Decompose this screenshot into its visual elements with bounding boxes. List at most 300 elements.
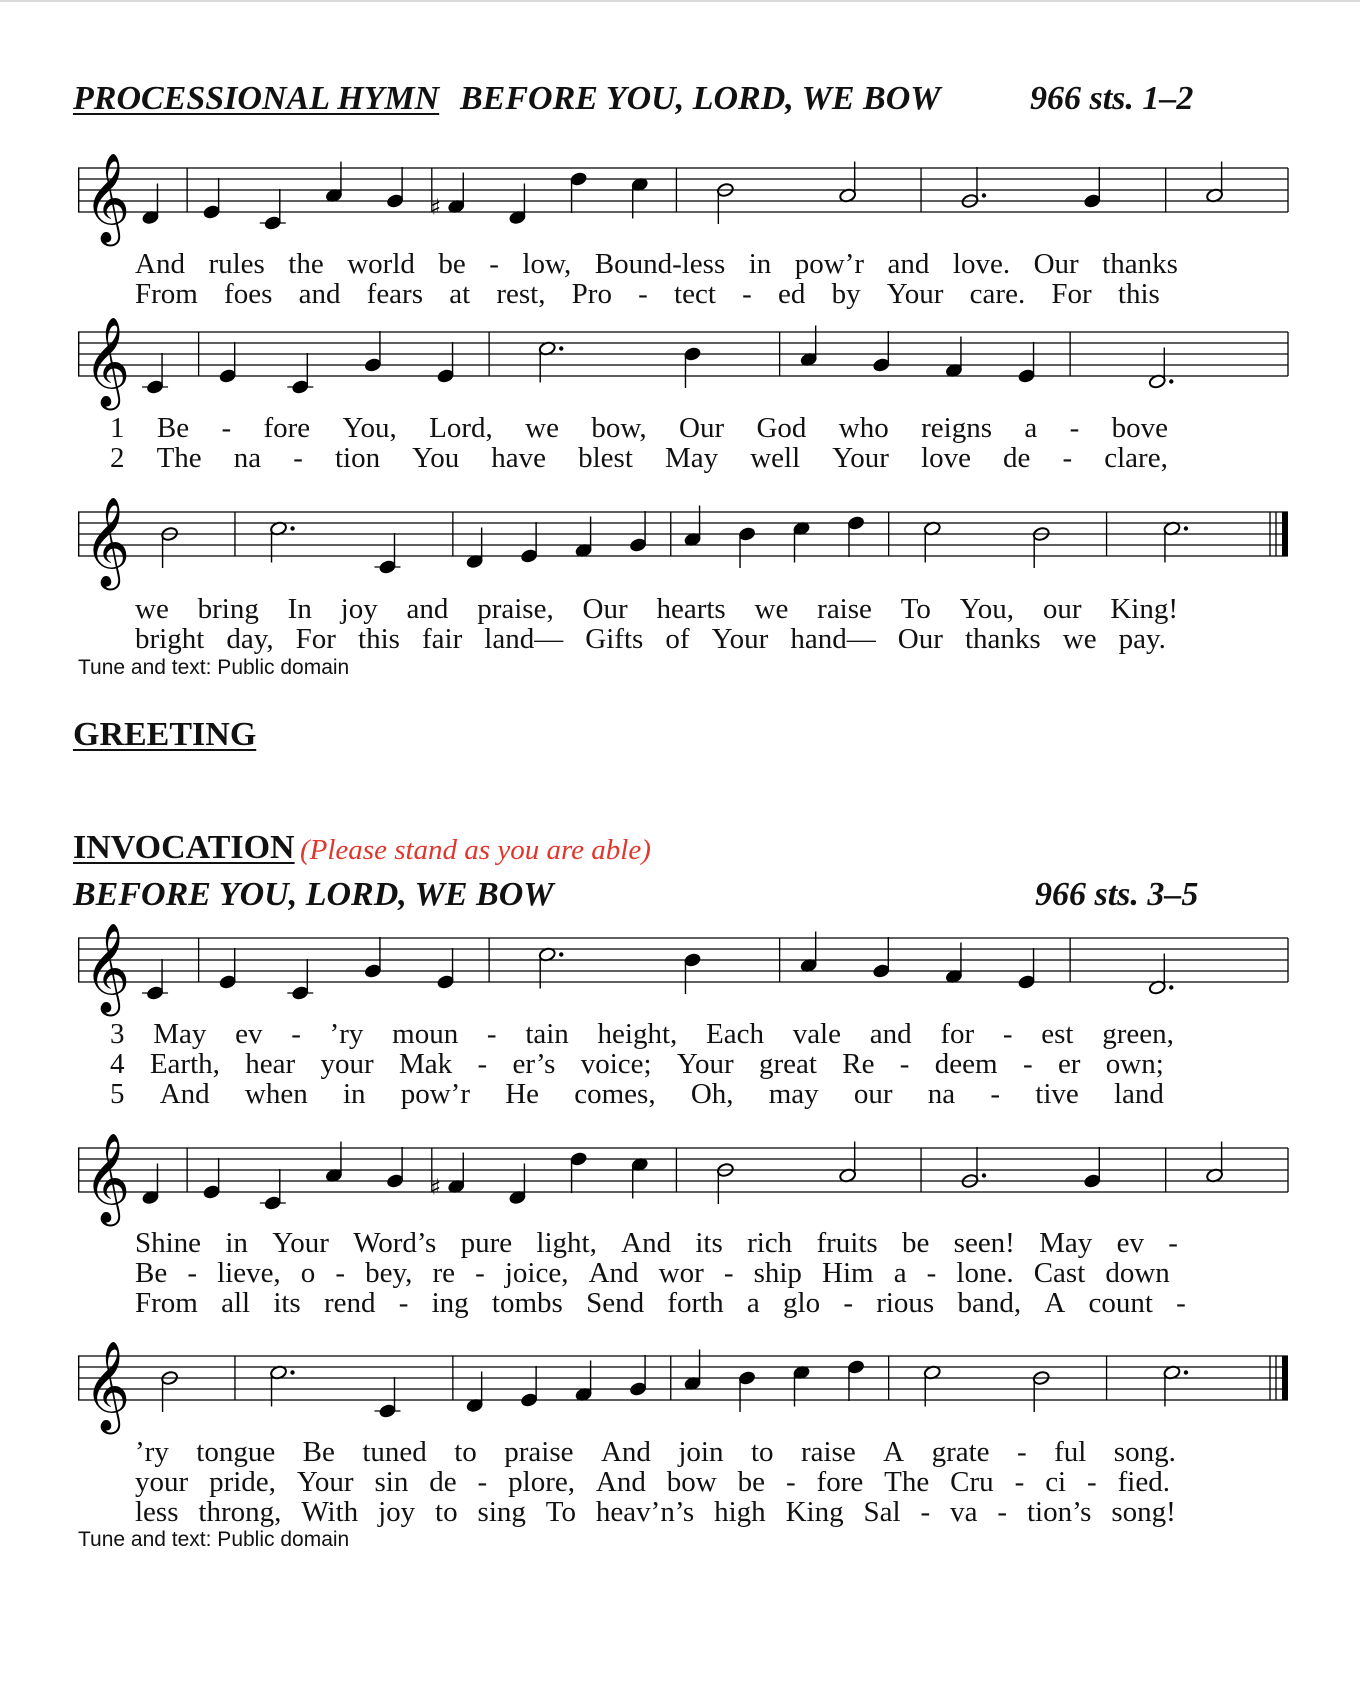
lyric-syllable: comes, <box>574 1078 656 1110</box>
lyric-syllable: moun <box>392 1018 459 1050</box>
lyric-syllable: - <box>1176 1287 1186 1319</box>
note-head <box>378 559 396 574</box>
lyric-syllable: bove <box>1111 412 1168 444</box>
note-head <box>386 1173 404 1188</box>
lyric-syllable: and <box>406 593 449 625</box>
lyric-syllable: tain <box>525 1018 569 1050</box>
augmentation-dot <box>1184 1370 1188 1374</box>
treble-clef-icon: 𝄞 <box>84 497 131 587</box>
note-head <box>203 1184 221 1199</box>
lyric-syllable: Our <box>679 412 725 444</box>
music-staff <box>78 140 1288 252</box>
lyric-syllable: when <box>244 1078 308 1110</box>
lyric-syllable: re <box>432 1257 456 1289</box>
lyric-syllable: grate <box>931 1436 990 1468</box>
lyric-syllable: - <box>926 1257 937 1289</box>
lyric-syllable: Our <box>897 623 943 655</box>
lyric-syllable: land— <box>484 623 564 655</box>
lyric-line <box>135 1227 1178 1260</box>
lyric-syllable: praise <box>504 1436 574 1468</box>
lyric-syllable: A <box>1044 1287 1066 1319</box>
lyric-syllable: joy <box>378 1496 416 1528</box>
lyric-syllable: To <box>900 593 931 625</box>
lyric-syllable: great <box>758 1048 817 1080</box>
note-head <box>683 952 701 967</box>
sharp-icon: ♯ <box>430 195 441 221</box>
lyric-syllable: have <box>491 442 547 474</box>
hymn-title: BEFORE YOU, LORD, WE BOW <box>73 876 554 913</box>
note-head <box>570 171 588 186</box>
lyric-syllable: bow <box>666 1466 717 1498</box>
lyric-syllable: glo <box>783 1287 821 1319</box>
lyric-syllable: And <box>621 1227 672 1259</box>
note-head <box>872 357 890 372</box>
lyric-syllable: Shine <box>135 1227 202 1259</box>
lyric-line <box>135 1287 1186 1320</box>
lyric-syllable: 3 <box>110 1018 125 1050</box>
lyric-syllable: our <box>1042 593 1082 625</box>
note-head <box>629 1381 647 1396</box>
lyric-syllable: - <box>475 1257 485 1289</box>
lyric-syllable: And <box>595 1466 646 1498</box>
lyric-syllable: tongue <box>196 1436 276 1468</box>
note-head <box>386 193 404 208</box>
note-head <box>847 1359 865 1374</box>
note-head <box>520 1392 538 1407</box>
lyric-syllable: na <box>233 442 262 474</box>
lyric-syllable: Re <box>842 1048 875 1080</box>
lyric-syllable: at <box>449 278 471 310</box>
credit-text: Tune and text: Public domain <box>78 656 350 679</box>
lyric-syllable: bright <box>135 623 205 655</box>
top-rule <box>0 0 1360 2</box>
lyric-syllable: - <box>291 1018 301 1050</box>
lyric-syllable: 4 <box>110 1048 125 1080</box>
lyric-syllable: Be <box>135 1257 168 1289</box>
lyric-syllable: sin <box>374 1466 409 1498</box>
lyric-syllable: tion <box>334 442 381 474</box>
note-head <box>219 368 237 383</box>
lyric-syllable: pure <box>460 1227 513 1259</box>
lyric-syllable: of <box>665 623 690 655</box>
lyric-syllable: we <box>525 412 559 444</box>
lyric-syllable: Gifts <box>585 623 644 655</box>
music-staff <box>78 304 1288 416</box>
lyric-syllable: fore <box>816 1466 864 1498</box>
lyric-syllable: ed <box>777 278 806 310</box>
lyric-syllable: seen! <box>953 1227 1015 1259</box>
note-head <box>629 537 647 552</box>
lyric-syllable: And <box>159 1078 210 1110</box>
note-head <box>219 974 237 989</box>
lyric-syllable: low, <box>522 248 572 280</box>
lyric-syllable: From <box>135 1287 198 1319</box>
augmentation-dot <box>559 952 563 956</box>
lyric-syllable: The <box>156 442 202 474</box>
section-label-greeting: GREETING <box>73 716 257 753</box>
lyric-syllable: Pro <box>571 278 612 310</box>
lyric-syllable: rious <box>876 1287 935 1319</box>
lyric-syllable: - <box>785 1466 796 1498</box>
note-head <box>520 548 538 563</box>
lyric-syllable: Be <box>156 412 190 444</box>
lyric-syllable: in <box>748 248 772 280</box>
hymn-title: BEFORE YOU, LORD, WE BOW <box>460 80 941 117</box>
lyric-syllable: bow, <box>591 412 647 444</box>
sharp-icon: ♯ <box>430 1175 441 1201</box>
lyric-syllable: Oh, <box>690 1078 734 1110</box>
lyric-syllable: With <box>301 1496 359 1528</box>
music-staff <box>78 1120 1288 1232</box>
lyric-syllable: fore <box>263 412 311 444</box>
lyric-syllable: - <box>638 278 648 310</box>
lyric-syllable: we <box>1062 623 1097 655</box>
note-head <box>146 985 164 1000</box>
lyric-syllable: bring <box>197 593 259 625</box>
lyric-syllable: ship <box>753 1257 802 1289</box>
lyric-syllable: plore, <box>508 1466 575 1498</box>
lyric-syllable: - <box>293 442 303 474</box>
note-head <box>1083 1173 1101 1188</box>
lyric-syllable: tion’s <box>1026 1496 1092 1528</box>
note-head <box>847 515 865 530</box>
augmentation-dot <box>290 1370 294 1374</box>
lyric-syllable: In <box>287 593 312 625</box>
lyric-syllable: - <box>843 1287 853 1319</box>
note-head <box>291 379 309 394</box>
treble-clef-icon: 𝄞 <box>84 317 131 407</box>
lyric-syllable: bey, <box>365 1257 413 1289</box>
lyric-syllable: Earth, <box>149 1048 220 1080</box>
section-label-processional-hymn: PROCESSIONAL HYMN <box>73 80 440 117</box>
lyric-syllable: praise, <box>477 593 554 625</box>
treble-clef-icon: 𝄞 <box>84 1133 131 1223</box>
lyric-syllable: its <box>695 1227 723 1259</box>
lyric-syllable: May <box>664 442 719 474</box>
lyric-syllable: For <box>1051 278 1092 310</box>
lyric-syllable: count <box>1088 1287 1153 1319</box>
lyric-syllable: You <box>412 442 460 474</box>
lyric-syllable: - <box>920 1496 931 1528</box>
lyric-syllable: care. <box>969 278 1026 310</box>
lyric-line <box>135 1466 1170 1499</box>
lyric-syllable: ev <box>1116 1227 1144 1259</box>
lyric-syllable: rest, <box>496 278 546 310</box>
note-head <box>570 1151 588 1166</box>
lyric-syllable: a <box>1024 412 1038 444</box>
lyric-syllable: Cast <box>1033 1257 1086 1289</box>
augmentation-dot <box>290 526 294 530</box>
note-head <box>683 346 701 361</box>
lyric-syllable: lone. <box>956 1257 1014 1289</box>
final-barline <box>1282 512 1288 556</box>
lyric-syllable: - <box>1168 1227 1178 1259</box>
lyric-syllable: - <box>1069 412 1080 444</box>
lyric-syllable: Lord, <box>429 412 493 444</box>
lyric-syllable: a <box>746 1287 760 1319</box>
lyric-syllable: Your <box>711 623 769 655</box>
lyric-syllable: ci <box>1045 1466 1067 1498</box>
augmentation-dot <box>982 1173 986 1177</box>
lyric-syllable: in <box>225 1227 248 1259</box>
lyric-syllable: Word’s <box>353 1227 437 1259</box>
lyric-syllable: - <box>899 1048 910 1080</box>
lyric-syllable: ful <box>1054 1436 1087 1468</box>
lyric-syllable: Sal <box>863 1496 901 1528</box>
lyric-syllable: all <box>221 1287 251 1319</box>
lyric-syllable: tuned <box>362 1436 427 1468</box>
lyric-syllable: And <box>600 1436 651 1468</box>
lyric-syllable: A <box>883 1436 905 1468</box>
lyric-syllable: King <box>785 1496 844 1528</box>
standing-instruction: (Please stand as you are able) <box>300 834 651 866</box>
lyric-syllable: to <box>750 1436 774 1468</box>
lyric-syllable: your <box>320 1048 374 1080</box>
note-head <box>364 963 382 978</box>
note-head <box>264 215 282 230</box>
lyric-syllable: na <box>927 1078 956 1110</box>
lyric-syllable: green, <box>1102 1018 1174 1050</box>
lyric-syllable: be <box>438 248 466 280</box>
lyric-syllable: clare, <box>1104 442 1168 474</box>
lyric-syllable: - <box>477 1466 488 1498</box>
lyric-syllable: blest <box>578 442 633 474</box>
note-head <box>738 1370 756 1385</box>
lyric-syllable: You, <box>342 412 397 444</box>
lyric-syllable: height, <box>597 1018 678 1050</box>
lyric-syllable: hand— <box>790 623 876 655</box>
lyric-syllable: ev <box>235 1018 263 1050</box>
lyric-syllable: song! <box>1111 1496 1176 1528</box>
lyric-syllable: Our <box>582 593 628 625</box>
lyric-syllable: our <box>853 1078 893 1110</box>
lyric-syllable: tect <box>674 278 716 310</box>
lyric-syllable: Our <box>1033 248 1079 280</box>
hymn-number: 966 sts. 1–2 <box>1030 80 1194 117</box>
lyric-syllable: the <box>288 248 324 280</box>
note-head <box>1083 193 1101 208</box>
lyric-syllable: we <box>135 593 169 625</box>
note-head <box>738 526 756 541</box>
lyric-syllable: may <box>768 1078 819 1110</box>
lyric-syllable: - <box>1022 1048 1033 1080</box>
note-head <box>378 1403 396 1418</box>
lyric-syllable: forth <box>667 1287 724 1319</box>
treble-clef-icon: 𝄞 <box>84 1341 131 1431</box>
lyric-line <box>110 1048 1164 1081</box>
note-head <box>1018 368 1036 383</box>
lyric-syllable: - <box>477 1048 488 1080</box>
lyric-syllable: - <box>489 248 499 280</box>
lyric-syllable: fears <box>366 278 423 310</box>
lyric-syllable: be <box>901 1227 930 1259</box>
lyric-syllable: - <box>1062 442 1073 474</box>
lyric-syllable: To <box>545 1496 576 1528</box>
lyric-syllable: band, <box>957 1287 1022 1319</box>
lyric-syllable: song. <box>1113 1436 1176 1468</box>
lyric-syllable: and <box>298 278 341 310</box>
lyric-syllable: raise <box>817 593 872 625</box>
lyric-syllable: own; <box>1105 1048 1164 1080</box>
lyric-line <box>135 248 1178 281</box>
lyric-syllable: Him <box>822 1257 874 1289</box>
note-head <box>146 379 164 394</box>
lyric-syllable: May <box>153 1018 207 1050</box>
note-head <box>203 204 221 219</box>
lyric-syllable: down <box>1105 1257 1170 1289</box>
lyric-syllable: lieve, <box>217 1257 281 1289</box>
lyric-syllable: de <box>429 1466 457 1498</box>
lyric-syllable: Cru <box>950 1466 994 1498</box>
lyric-syllable: va <box>950 1496 978 1528</box>
lyric-syllable: - <box>723 1257 734 1289</box>
lyric-syllable: ’ry <box>135 1436 169 1468</box>
lyric-syllable: who <box>838 412 889 444</box>
augmentation-dot <box>1184 526 1188 530</box>
lyric-syllable: ’ry <box>329 1018 364 1050</box>
lyric-syllable: And <box>588 1257 639 1289</box>
lyric-syllable: - <box>1087 1466 1097 1498</box>
lyric-syllable: - <box>997 1496 1008 1528</box>
lyric-syllable: wor <box>658 1257 704 1289</box>
note-head <box>437 368 455 383</box>
lyric-syllable: its <box>273 1287 301 1319</box>
section-label-invocation: INVOCATION <box>73 829 295 866</box>
lyric-line <box>135 593 1178 626</box>
lyric-syllable: And <box>135 248 185 280</box>
lyric-line <box>135 623 1166 656</box>
lyric-syllable: a <box>893 1257 907 1289</box>
augmentation-dot <box>1169 379 1173 383</box>
lyric-syllable: 1 <box>110 412 125 444</box>
note-head <box>264 1195 282 1210</box>
lyric-line <box>135 1436 1176 1469</box>
lyric-syllable: love. <box>952 248 1011 280</box>
lyric-syllable: You, <box>959 593 1015 625</box>
lyric-syllable: King! <box>1110 593 1178 625</box>
lyric-syllable: thanks <box>964 623 1041 655</box>
lyric-syllable: thanks <box>1102 248 1178 280</box>
lyric-syllable: tive <box>1035 1078 1079 1110</box>
lyric-syllable: deem <box>934 1048 998 1080</box>
lyric-syllable: de <box>1003 442 1031 474</box>
lyric-syllable: - <box>221 412 232 444</box>
lyric-syllable: Mak <box>398 1048 453 1080</box>
note-head <box>364 357 382 372</box>
lyric-syllable: to <box>435 1496 458 1528</box>
lyric-syllable: foes <box>224 278 273 310</box>
lyric-syllable: Bound-less <box>594 248 726 280</box>
lyric-syllable: your <box>135 1466 189 1498</box>
lyric-syllable: 5 <box>110 1078 125 1110</box>
lyric-syllable: Your <box>296 1466 354 1498</box>
lyric-syllable: 2 <box>110 442 125 474</box>
note-head <box>1018 974 1036 989</box>
music-staff <box>78 1328 1288 1440</box>
lyric-syllable: fied. <box>1117 1466 1170 1498</box>
lyric-syllable: raise <box>800 1436 856 1468</box>
lyric-syllable: - <box>1014 1466 1025 1498</box>
lyric-syllable: pride, <box>209 1466 276 1498</box>
lyric-syllable: hearts <box>656 593 726 625</box>
lyric-syllable: The <box>884 1466 930 1498</box>
lyric-syllable: land <box>1113 1078 1164 1110</box>
lyric-syllable: pay. <box>1118 623 1166 655</box>
lyric-syllable: day, <box>226 623 274 655</box>
lyric-syllable: voice; <box>580 1048 652 1080</box>
lyric-syllable: rich <box>747 1227 793 1259</box>
lyric-syllable: Your <box>886 278 944 310</box>
lyric-syllable: rules <box>208 248 265 280</box>
lyric-syllable: high <box>714 1496 766 1528</box>
lyric-syllable: and <box>869 1018 912 1050</box>
lyric-syllable: He <box>505 1078 540 1110</box>
lyric-syllable: fair <box>421 623 463 655</box>
lyric-syllable: well <box>750 442 801 474</box>
note-head <box>872 963 890 978</box>
lyric-syllable: this <box>1117 278 1160 310</box>
lyric-line <box>110 442 1168 475</box>
lyric-syllable: Your <box>676 1048 734 1080</box>
lyric-syllable: er <box>1057 1048 1081 1080</box>
lyric-syllable: throng, <box>198 1496 282 1528</box>
lyric-syllable: this <box>358 623 400 655</box>
lyric-syllable: est <box>1041 1018 1074 1050</box>
lyric-syllable: er’s <box>512 1048 556 1080</box>
lyric-syllable: Your <box>272 1227 329 1259</box>
lyric-syllable: - <box>398 1287 409 1319</box>
lyric-syllable: God <box>756 412 807 444</box>
lyric-syllable: - <box>1002 1018 1013 1050</box>
augmentation-dot <box>1169 985 1173 989</box>
lyric-syllable: From <box>135 278 198 310</box>
lyric-syllable: for <box>940 1018 975 1050</box>
lyric-syllable: ing <box>431 1287 469 1319</box>
lyric-syllable: hear <box>245 1048 296 1080</box>
lyric-line <box>110 412 1168 445</box>
lyric-syllable: rend <box>323 1287 376 1319</box>
lyric-line <box>110 1018 1174 1051</box>
lyric-line <box>135 1257 1170 1290</box>
lyric-syllable: sing <box>477 1496 526 1528</box>
lyric-syllable: fruits <box>816 1227 878 1259</box>
credit-text: Tune and text: Public domain <box>78 1528 350 1551</box>
music-staff <box>78 910 1288 1022</box>
lyric-syllable: May <box>1039 1227 1093 1259</box>
lyric-syllable: less <box>135 1496 179 1528</box>
lyric-syllable: o <box>300 1257 316 1289</box>
treble-clef-icon: 𝄞 <box>84 153 131 243</box>
lyric-syllable: join <box>678 1436 724 1468</box>
lyric-syllable: tombs <box>491 1287 563 1319</box>
lyric-syllable: joy <box>340 593 378 625</box>
lyric-line <box>135 1496 1176 1529</box>
lyric-syllable: vale <box>792 1018 841 1050</box>
final-barline <box>1282 1356 1288 1400</box>
lyric-syllable: in <box>342 1078 366 1110</box>
lyric-syllable: - <box>990 1078 1001 1110</box>
music-staff <box>78 484 1288 596</box>
lyric-syllable: - <box>742 278 752 310</box>
note-head <box>291 985 309 1000</box>
lyric-syllable: pow’r <box>794 248 865 280</box>
lyric-syllable: - <box>1016 1436 1027 1468</box>
lyric-syllable: Send <box>586 1287 645 1319</box>
augmentation-dot <box>982 193 986 197</box>
lyric-syllable: reigns <box>921 412 992 444</box>
lyric-syllable: world <box>347 248 415 280</box>
lyric-syllable: love <box>921 442 971 474</box>
